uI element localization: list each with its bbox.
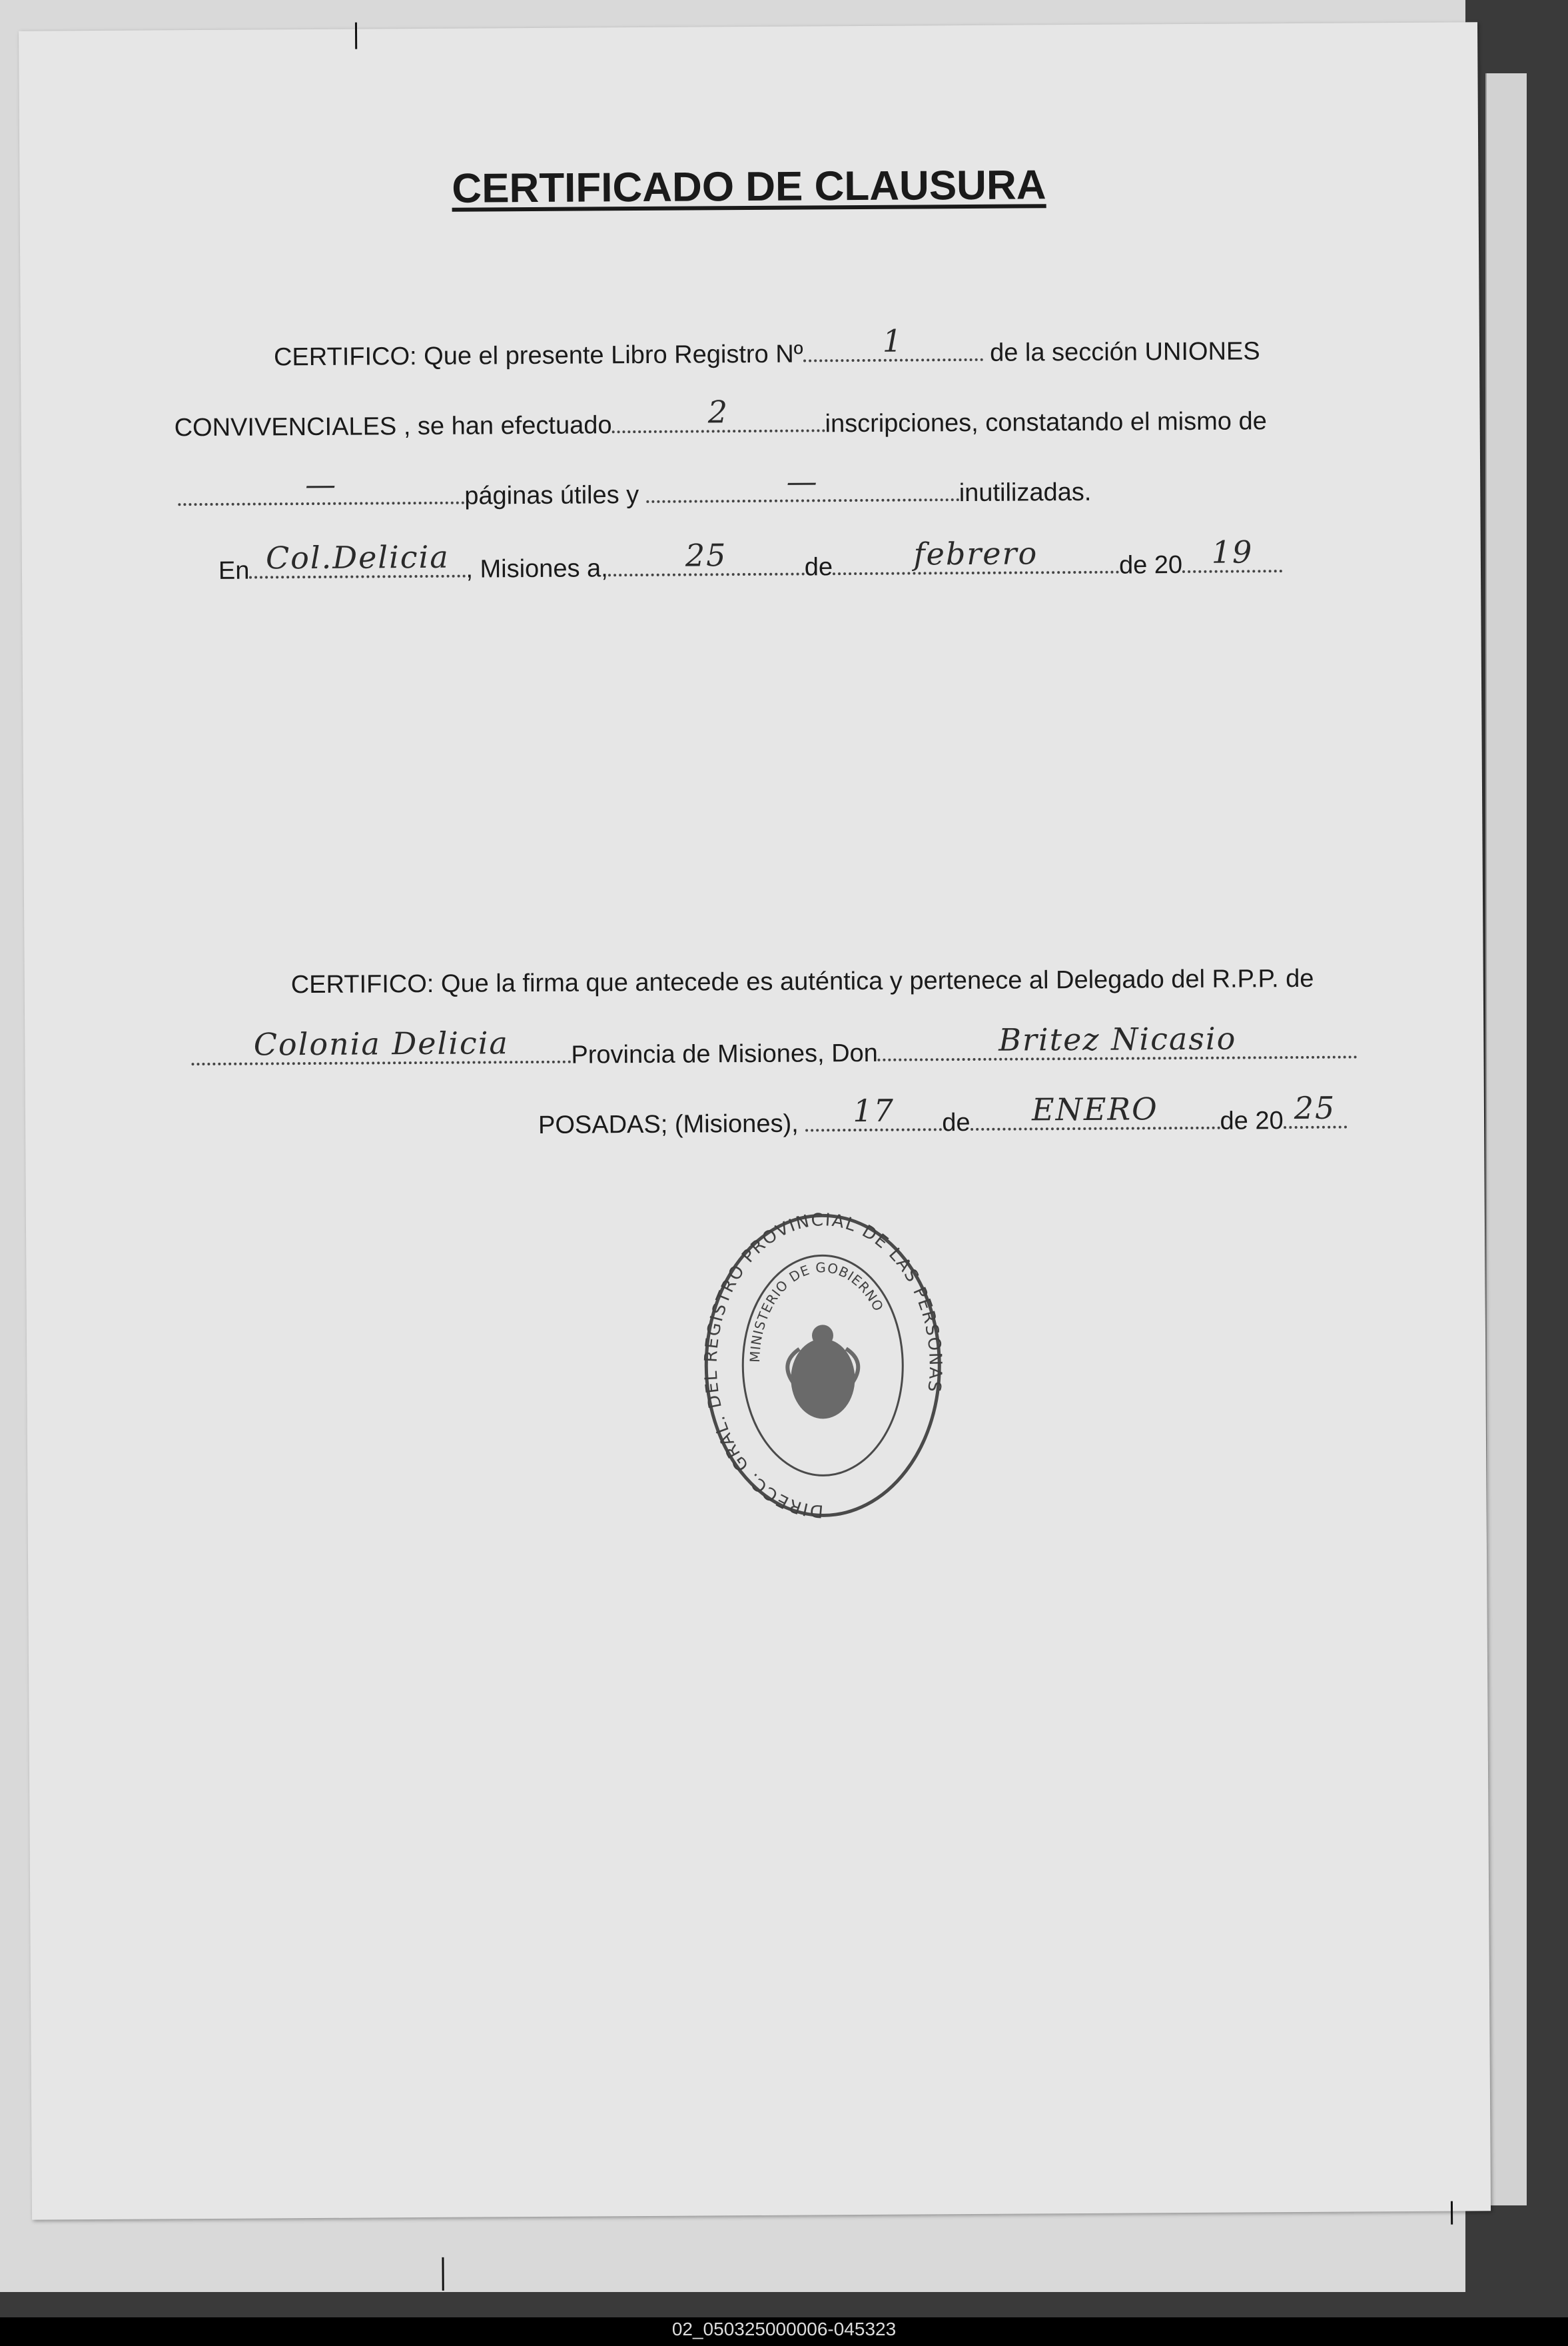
para1-line3: — páginas útiles y — inutilizadas.: [178, 478, 1091, 510]
handwritten-mes: febrero: [913, 535, 1038, 572]
para1-line2: CONVIVENCIALES , se han efectuado 2 inscripciones, constatando el mismo de: [174, 394, 1267, 442]
bottom-mark-left: [442, 2257, 444, 2291]
para1-line4: En Col.Delicia , Misiones a, 25 de febrero de 20 19: [218, 550, 1282, 584]
handwritten-localidad: Colonia Delicia: [253, 1025, 510, 1063]
certificate-page: [19, 22, 1491, 2219]
handwritten-delegado-name: Britez Nicasio: [998, 1020, 1237, 1058]
official-seal-stamp: [699, 1208, 947, 1522]
bottom-mark-right: [1451, 2201, 1453, 2225]
para2-line1: CERTIFICO: Que la firma que antecede es auténtica y pertenece al Delegado del R.P.P. de: [290, 964, 1314, 999]
para2-line2: Colonia Delicia Provincia de Misiones, Don Britez Nicasio: [191, 1035, 1358, 1070]
svg-text:DIRECC. GRAL. DEL REGISTRO PRO: DIRECC. GRAL. DEL REGISTRO PROVINCIAL DE LAS PERSONAS: [701, 1210, 945, 1521]
svg-text:MINISTERIO DE GOBIERNO: MINISTERIO DE GOBIERNO: [747, 1259, 887, 1363]
coat-of-arms-icon: [787, 1325, 859, 1419]
handwritten-dia-2: 17: [853, 1092, 895, 1129]
handwritten-inscripciones: 2: [707, 394, 729, 430]
handwritten-anio-2: 25: [1294, 1089, 1336, 1127]
scan-id-label: 02_050325000006-045323: [671, 2319, 897, 2339]
handwritten-anio: 19: [1211, 534, 1254, 570]
para2-line3: POSADAS; (Misiones), 17 de ENERO de 20 25: [538, 1106, 1347, 1138]
para1-line1: CERTIFICO: Que el presente Libro Registro Nº 1 de la sección UNIONES: [273, 322, 1260, 372]
handwritten-dia: 25: [685, 537, 727, 574]
handwritten-mes-2: ENERO: [1031, 1091, 1158, 1128]
page-stack-edge: [1485, 73, 1527, 2205]
handwritten-inutilizadas: —: [786, 463, 819, 500]
top-mark: [355, 23, 357, 49]
handwritten-lugar: Col.Delicia: [265, 538, 450, 576]
handwritten-libro-number: 1: [882, 322, 904, 359]
handwritten-paginas-utiles: —: [305, 466, 338, 503]
document-title: CERTIFICADO DE CLAUSURA: [452, 162, 1046, 212]
